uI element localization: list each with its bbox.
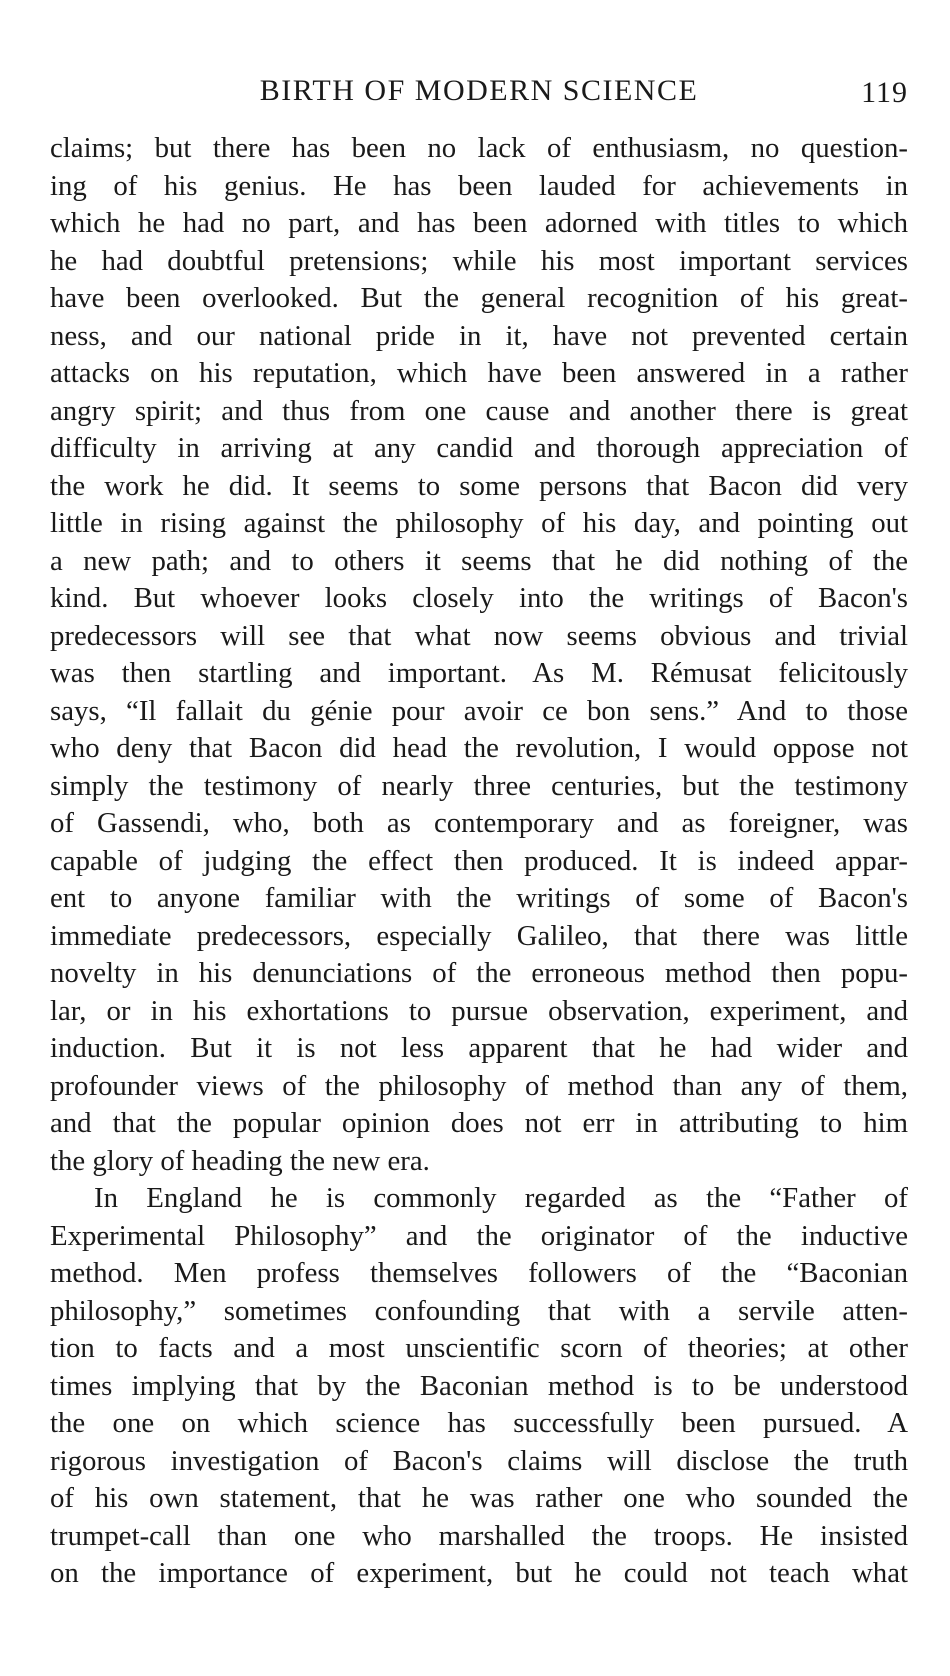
text-line: and that the popular opinion does not err in attributing to him <box>50 1107 908 1139</box>
text-line: the work he did. It seems to some persons that Bacon did very <box>50 469 908 502</box>
text-line: difficulty in arriving at any candid and thorough appreciation of <box>50 432 908 464</box>
page-number: 119 <box>861 76 908 109</box>
text-line: Experimental Philosophy” and the originator of the inductive <box>50 1219 908 1252</box>
text-line: ent to anyone familiar with the writings of some of Bacon's <box>50 882 908 914</box>
running-header <box>50 74 908 120</box>
text-line: simply the testimony of nearly three centuries, but the testimony <box>50 769 908 802</box>
text-line: kind. But whoever looks closely into the writings of Bacon's <box>50 582 908 614</box>
text-line: method. Men profess themselves followers of the “Baconian <box>50 1257 908 1289</box>
text-line: the one on which science has successfully been pursued. A <box>50 1407 908 1439</box>
text-line: a new path; and to others it seems that he did nothing of the <box>50 544 908 577</box>
text-line: the glory of heading the new era. <box>50 1144 430 1177</box>
text-line: angry spirit; and thus from one cause and another there is great <box>50 394 908 427</box>
text-line: on the importance of experiment, but he could not teach what <box>50 1557 908 1589</box>
text-line: lar, or in his exhortations to pursue observation, experiment, and <box>50 994 908 1027</box>
text-line: says, “Il fallait du génie pour avoir ce bon sens.” And to those <box>50 694 908 727</box>
text-line: have been overlooked. But the general recognition of his great- <box>50 282 908 314</box>
text-line: of his own statement, that he was rather one who sounded the <box>50 1482 908 1514</box>
text-line: rigorous investigation of Bacon's claims will disclose the truth <box>50 1444 908 1477</box>
text-line: ing of his genius. He has been lauded for achievements in <box>50 169 908 202</box>
text-line: attacks on his reputation, which have been answered in a rather <box>50 357 908 389</box>
text-line: which he had no part, and has been adorned with titles to which <box>50 207 908 239</box>
text-line: induction. But it is not less apparent that he had wider and <box>50 1032 908 1064</box>
text-line: philosophy,” sometimes confounding that with a servile atten- <box>50 1294 908 1327</box>
text-line: ness, and our national pride in it, have not prevented certain <box>50 319 908 352</box>
text-line: who deny that Bacon did head the revolution, I would oppose not <box>50 732 908 764</box>
text-line: claims; but there has been no lack of enthusiasm, no question- <box>50 132 908 164</box>
text-line: In England he is commonly regarded as the “Father of <box>94 1182 908 1214</box>
paragraph-1 <box>50 130 908 1180</box>
text-line: tion to facts and a most unscientific scorn of theories; at other <box>50 1332 908 1364</box>
text-line: was then startling and important. As M. Rémusat felicitously <box>50 657 908 689</box>
text-line: little in rising against the philosophy of his day, and pointing out <box>50 507 908 539</box>
text-line: he had doubtful pretensions; while his most important services <box>50 244 908 277</box>
paragraph-2 <box>50 1180 908 1593</box>
text-line: predecessors will see that what now seems obvious and trivial <box>50 619 908 652</box>
book-page <box>50 74 908 1593</box>
text-line: immediate predecessors, especially Galileo, that there was little <box>50 919 908 952</box>
text-line: profounder views of the philosophy of method than any of them, <box>50 1069 908 1102</box>
text-line: trumpet-call than one who marshalled the troops. He insisted <box>50 1519 908 1552</box>
text-line: of Gassendi, who, both as contemporary and as foreigner, was <box>50 807 908 839</box>
text-line: novelty in his denunciations of the erroneous method then popu- <box>50 957 908 989</box>
text-line: times implying that by the Baconian method is to be understood <box>50 1369 908 1402</box>
running-title: BIRTH OF MODERN SCIENCE <box>259 74 699 107</box>
text-line: capable of judging the effect then produced. It is indeed appar- <box>50 844 908 877</box>
